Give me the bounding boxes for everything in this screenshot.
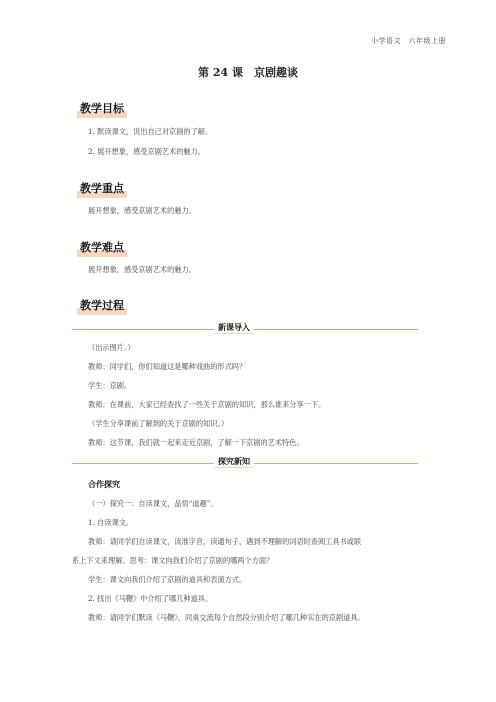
goal-item-1: 1. 默读课文，说出自己对京剧的了解。 (88, 127, 213, 136)
explore-line-2: 1. 自读课文。 (88, 518, 134, 527)
intro-line-6: 教师：这节课，我们就一起来走近京剧，了解一下京剧的艺术特色。 (88, 438, 304, 447)
intro-line-3: 学生：京剧。 (88, 381, 132, 390)
subheading-cooperation: 合作探究 (88, 479, 120, 489)
tag-intro-text: 新课导入 (218, 322, 250, 332)
intro-line-4: 教师：在课前，大家已经查找了一些关于京剧的知识，那么谁来分享一下。 (88, 400, 326, 409)
intro-line-5: （学生分享课前了解到的关于京剧的知识。） (88, 419, 229, 428)
tag-explore (214, 456, 254, 467)
header-course-label: 小学语文 六年级上册 (371, 37, 446, 45)
explore-line-4: 系上下文来理解。思考：课文向我们介绍了京剧的哪两个方面？ (72, 556, 274, 565)
page-title: 第 24 课 京剧趣谈 (198, 66, 298, 79)
heading-key-text: 教学重点 (80, 182, 124, 195)
key-point-text: 展开想象，感受京剧艺术的魅力。 (88, 206, 196, 215)
intro-line-1: （出示图片。） (88, 343, 135, 352)
intro-line-2: 教师：同学们，你们知道这是哪种戏曲的形式吗？ (88, 362, 247, 371)
tag-explore-text: 探究新知 (218, 456, 250, 466)
tag-intro (214, 322, 254, 333)
heading-process-text: 教学过程 (80, 299, 124, 312)
difficult-point-text: 展开想象，感受京剧艺术的魅力。 (88, 265, 196, 274)
goal-item-2: 2. 展开想象，感受京剧艺术的魅力。 (88, 147, 205, 156)
heading-goals (80, 100, 124, 116)
explore-line-3: 教师：请同学们自读课文，读准字音，读通句子，遇到不理解的词语时查阅工具书或联 (88, 537, 362, 546)
explore-line-1: （一）探究一：自读课文，品悟“道趣”。 (88, 499, 218, 508)
heading-goals-text: 教学目标 (80, 102, 124, 115)
explore-line-5: 学生：课文向我们介绍了京剧的道具和表演方式。 (88, 575, 247, 584)
explore-line-6: 2. 找出《马鞭》中介绍了哪几种道具。 (88, 594, 213, 603)
heading-process (80, 297, 124, 313)
heading-key (80, 180, 124, 196)
heading-difficult-text: 教学难点 (80, 241, 124, 254)
explore-line-7: 教师：请同学们默读《马鞭》，同桌交流每个自然段分别介绍了哪几种实在的京剧道具。 (88, 613, 365, 622)
heading-difficult (80, 239, 124, 255)
